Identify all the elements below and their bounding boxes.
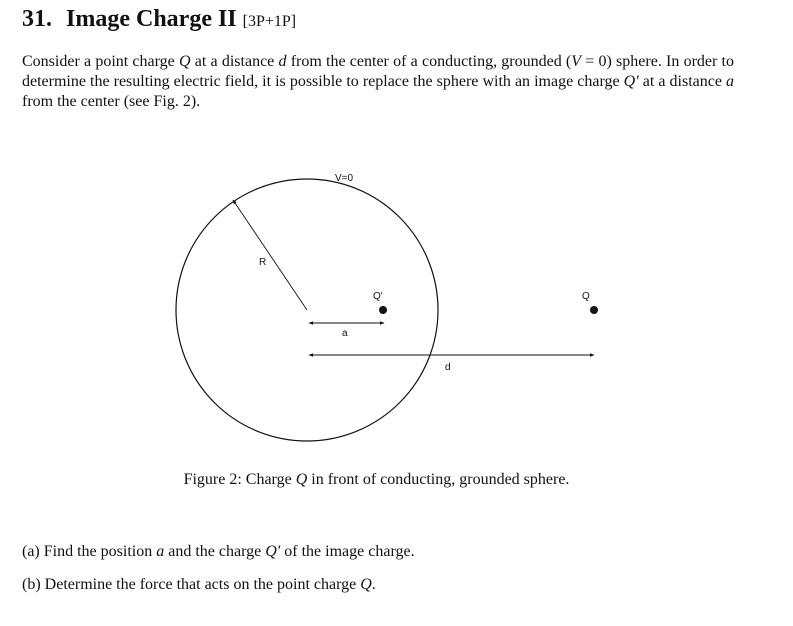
symbol-V: V	[571, 53, 582, 70]
radius-label: R	[259, 257, 267, 268]
symbol-Q-prime: Q′	[623, 73, 639, 90]
statement-text: at a distance	[638, 73, 726, 90]
statement-text: = 0) sphere. In order to determine the resulting electric field, it is possible to replace the sphere with an image charge	[22, 53, 734, 90]
question-text: of the image charge.	[280, 543, 415, 560]
symbol-a: a	[726, 73, 734, 90]
distance-a-label: a	[342, 328, 348, 339]
potential-label: V=0	[335, 173, 354, 184]
point-charge-dot	[590, 306, 598, 314]
caption-text: Figure 2: Charge	[183, 471, 296, 488]
question-symbol-Q: Q	[360, 576, 372, 593]
question-text: (b) Determine the force that acts on the point charge	[22, 576, 361, 593]
question-symbol-Q-prime: Q′	[265, 543, 281, 560]
problem-number: 31.	[22, 6, 52, 32]
symbol-Q: Q	[178, 53, 191, 70]
image-charge-label: Q'	[373, 291, 383, 302]
point-charge-label: Q	[582, 291, 590, 302]
question-a	[22, 543, 415, 561]
statement-text: from the center of a conducting, grounded (	[286, 53, 572, 70]
radius-line	[233, 200, 307, 310]
question-text: (a) Find the position	[22, 543, 157, 560]
question-text: and the charge	[164, 543, 266, 560]
distance-d-label: d	[445, 362, 451, 373]
problem-points: [3P+1P]	[242, 13, 297, 30]
figure-caption	[0, 471, 753, 489]
question-b	[22, 576, 376, 594]
image-charge-dot	[379, 306, 387, 314]
caption-text: in front of conducting, grounded sphere.	[307, 471, 570, 488]
question-symbol-a: a	[156, 543, 165, 560]
caption-symbol-Q: Q	[295, 471, 308, 488]
problem-title: Image Charge II	[66, 6, 237, 32]
symbol-d: d	[278, 53, 287, 70]
statement-text: from the center (see Fig. 2).	[22, 93, 201, 110]
statement-text: Consider a point charge	[22, 53, 179, 70]
question-text: .	[371, 576, 376, 593]
statement-text: at a distance	[190, 53, 279, 70]
